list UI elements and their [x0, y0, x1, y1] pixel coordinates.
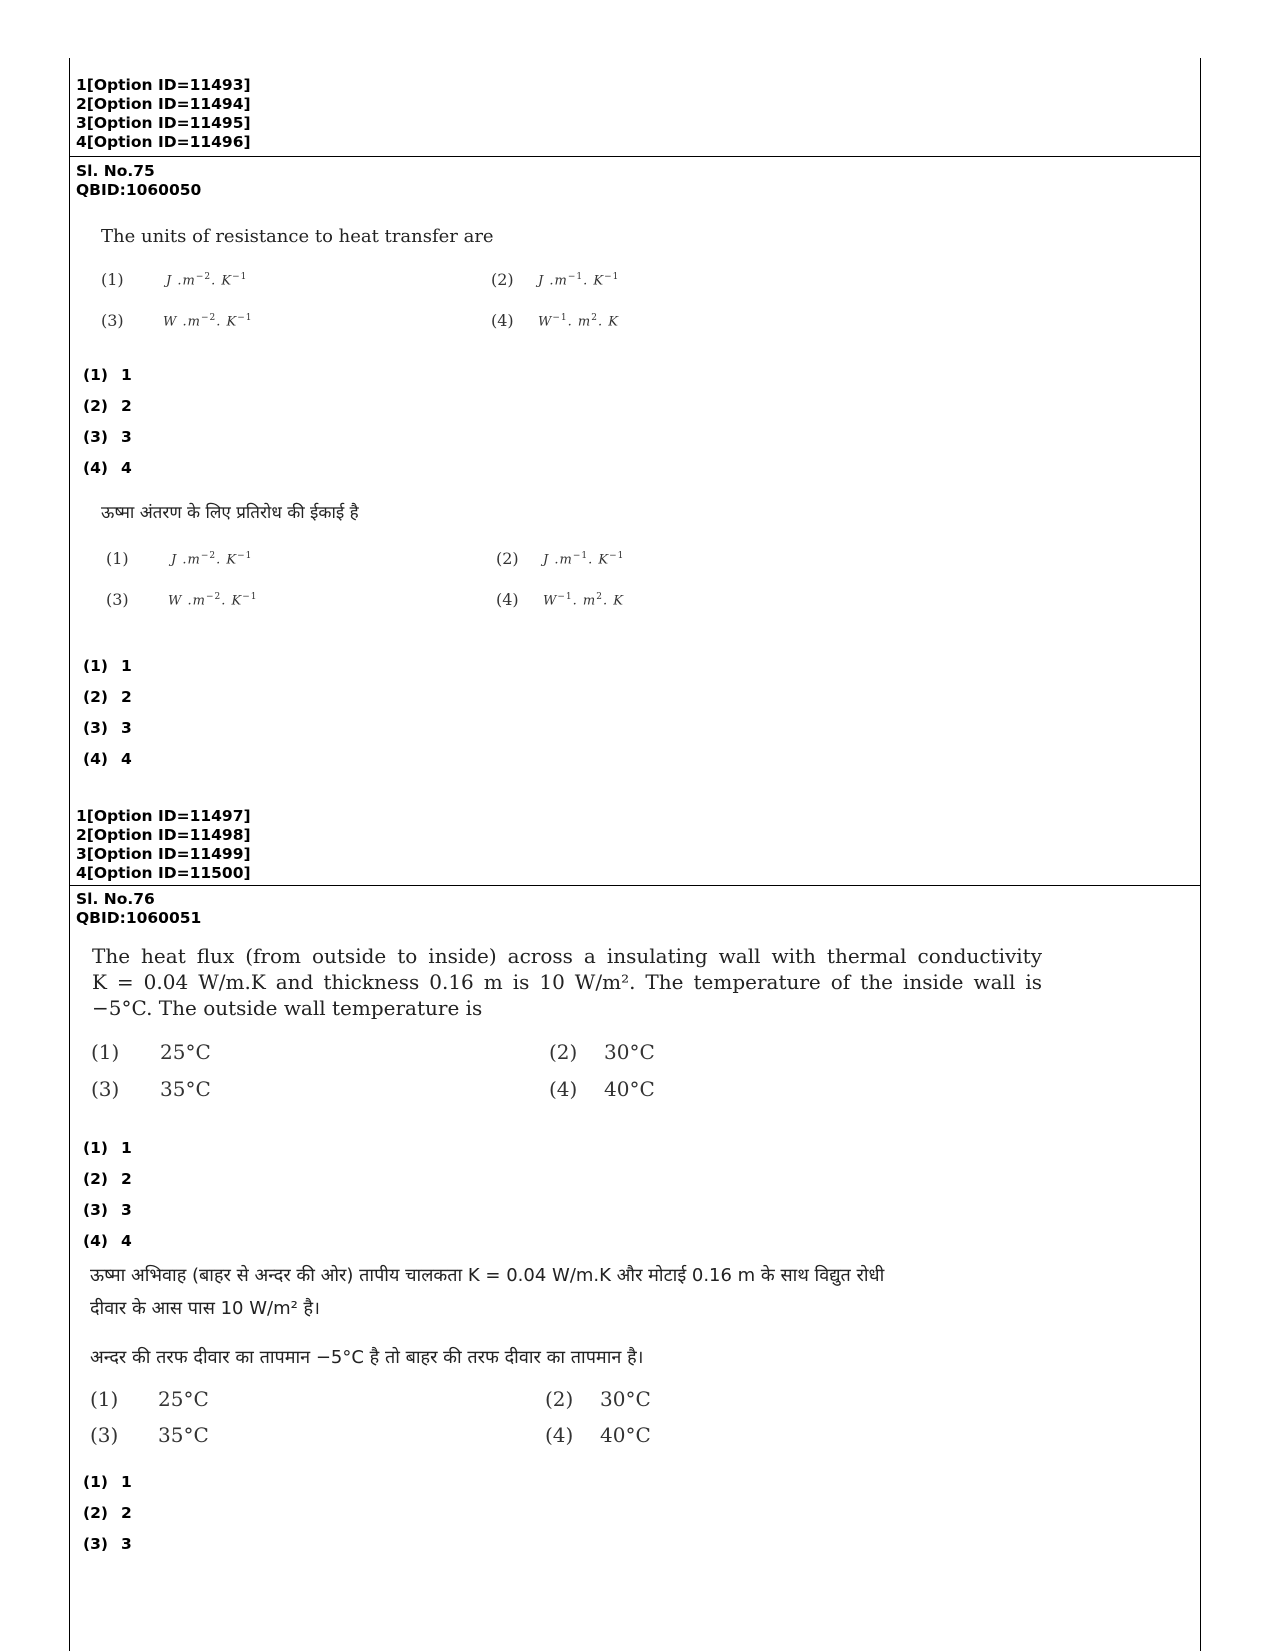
answer-row: (1) 1 [83, 1139, 132, 1157]
option-id: 3[Option ID=11495] [76, 114, 251, 132]
answer-row: (1) 1 [83, 1473, 132, 1491]
answer-row: (2) 2 [83, 688, 132, 706]
choice-label: (2) [491, 270, 514, 289]
question-line: K = 0.04 W/m.K and thickness 0.16 m is 10 W/m². The temperature of the inside wall is [92, 970, 1042, 994]
choice-label: (1) [101, 270, 124, 289]
option-id: 1[Option ID=11497] [76, 807, 251, 825]
choice-label: (1) [90, 1387, 119, 1411]
answer-row: (3) 3 [83, 428, 132, 446]
q76-header [76, 890, 201, 928]
choice-4: 40°C [604, 1077, 655, 1101]
choice-label: (3) [101, 311, 124, 330]
q76-question-en [92, 943, 1042, 1021]
serial-number: Sl. No.76 [76, 890, 155, 908]
answer-row: (1) 1 [83, 366, 132, 384]
divider [69, 156, 1201, 157]
choice-2: 30°C [604, 1040, 655, 1064]
choice-label: (4) [491, 311, 514, 330]
choice-label: (4) [549, 1077, 578, 1101]
choice-label: (2) [545, 1387, 574, 1411]
answer-row: (1) 1 [83, 657, 132, 675]
answer-row: (2) 2 [83, 1170, 132, 1188]
choice-1: J $.m^{-2}$. $K^{-1}$ [166, 272, 248, 289]
q76-answers-en [83, 1139, 132, 1263]
choice-2: J $.m^{-1}$. $K^{-1}$ [538, 272, 620, 289]
serial-number: Sl. No.75 [76, 162, 155, 180]
answer-row: (4) 4 [83, 459, 132, 477]
option-id: 2[Option ID=11498] [76, 826, 251, 844]
q75-header [76, 162, 201, 200]
choice-1-hi: 25°C [158, 1387, 209, 1411]
answer-row: (2) 2 [83, 397, 132, 415]
choice-4-hi: $W^{-1}$. $m^2$. K [543, 592, 624, 609]
question-line: दीवार के आस पास 10 W/m² है। [90, 1298, 320, 1319]
qbid: QBID:1060050 [76, 181, 202, 199]
qbid: QBID:1060051 [76, 909, 202, 927]
option-id: 4[Option ID=11500] [76, 864, 251, 882]
choice-label: (4) [496, 590, 519, 609]
choice-label: (2) [549, 1040, 578, 1064]
answer-row: (3) 3 [83, 719, 132, 737]
answer-row: (2) 2 [83, 1504, 132, 1522]
choice-label: (3) [90, 1423, 119, 1447]
choice-label: (1) [91, 1040, 120, 1064]
question-line: −5°C. The outside wall temperature is [92, 996, 483, 1020]
option-id: 2[Option ID=11494] [76, 95, 251, 113]
q76-question-hi-2: अन्दर की तरफ दीवार का तापमान −5°C है तो बाहर की तरफ दीवार का तापमान है। [90, 1347, 644, 1368]
question-line: The heat flux (from outside to inside) across a insulating wall with thermal conductivity [92, 944, 1042, 968]
divider [69, 885, 1201, 886]
choice-3: 35°C [160, 1077, 211, 1101]
choice-3: W $.m^{-2}$. $K^{-1}$ [163, 313, 253, 330]
prev-option-ids [76, 76, 251, 152]
choice-label: (4) [545, 1423, 574, 1447]
choice-1: 25°C [160, 1040, 211, 1064]
q75-question-en: The units of resistance to heat transfer are [101, 226, 494, 247]
choice-1-hi: J $.m^{-2}$. $K^{-1}$ [171, 551, 253, 568]
q75-answers-hi [83, 657, 132, 781]
answer-row: (4) 4 [83, 1232, 132, 1250]
choice-label: (3) [91, 1077, 120, 1101]
q75-option-ids [76, 807, 251, 883]
choice-label: (1) [106, 549, 129, 568]
choice-4-hi: 40°C [600, 1423, 651, 1447]
option-id: 4[Option ID=11496] [76, 133, 251, 151]
choice-3-hi: 35°C [158, 1423, 209, 1447]
choice-label: (3) [106, 590, 129, 609]
q76-answers-hi [83, 1473, 132, 1566]
question-line: ऊष्मा अभिवाह (बाहर से अन्दर की ओर) तापीय चालकता K = 0.04 W/m.K और मोटाई 0.16 m के साथ विद्युत रोधी [90, 1265, 885, 1286]
q76-question-hi [90, 1259, 1050, 1325]
choice-label: (2) [496, 549, 519, 568]
choice-3-hi: W $.m^{-2}$. $K^{-1}$ [168, 592, 258, 609]
answer-row: (3) 3 [83, 1535, 132, 1553]
q75-answers-en [83, 366, 132, 490]
choice-4: $W^{-1}$. $m^2$. K [538, 313, 619, 330]
option-id: 3[Option ID=11499] [76, 845, 251, 863]
choice-2-hi: J $.m^{-1}$. $K^{-1}$ [543, 551, 625, 568]
q75-question-hi: ऊष्मा अंतरण के लिए प्रतिरोध की ईकाई है [101, 503, 359, 523]
option-id: 1[Option ID=11493] [76, 76, 251, 94]
answer-row: (3) 3 [83, 1201, 132, 1219]
choice-2-hi: 30°C [600, 1387, 651, 1411]
answer-row: (4) 4 [83, 750, 132, 768]
